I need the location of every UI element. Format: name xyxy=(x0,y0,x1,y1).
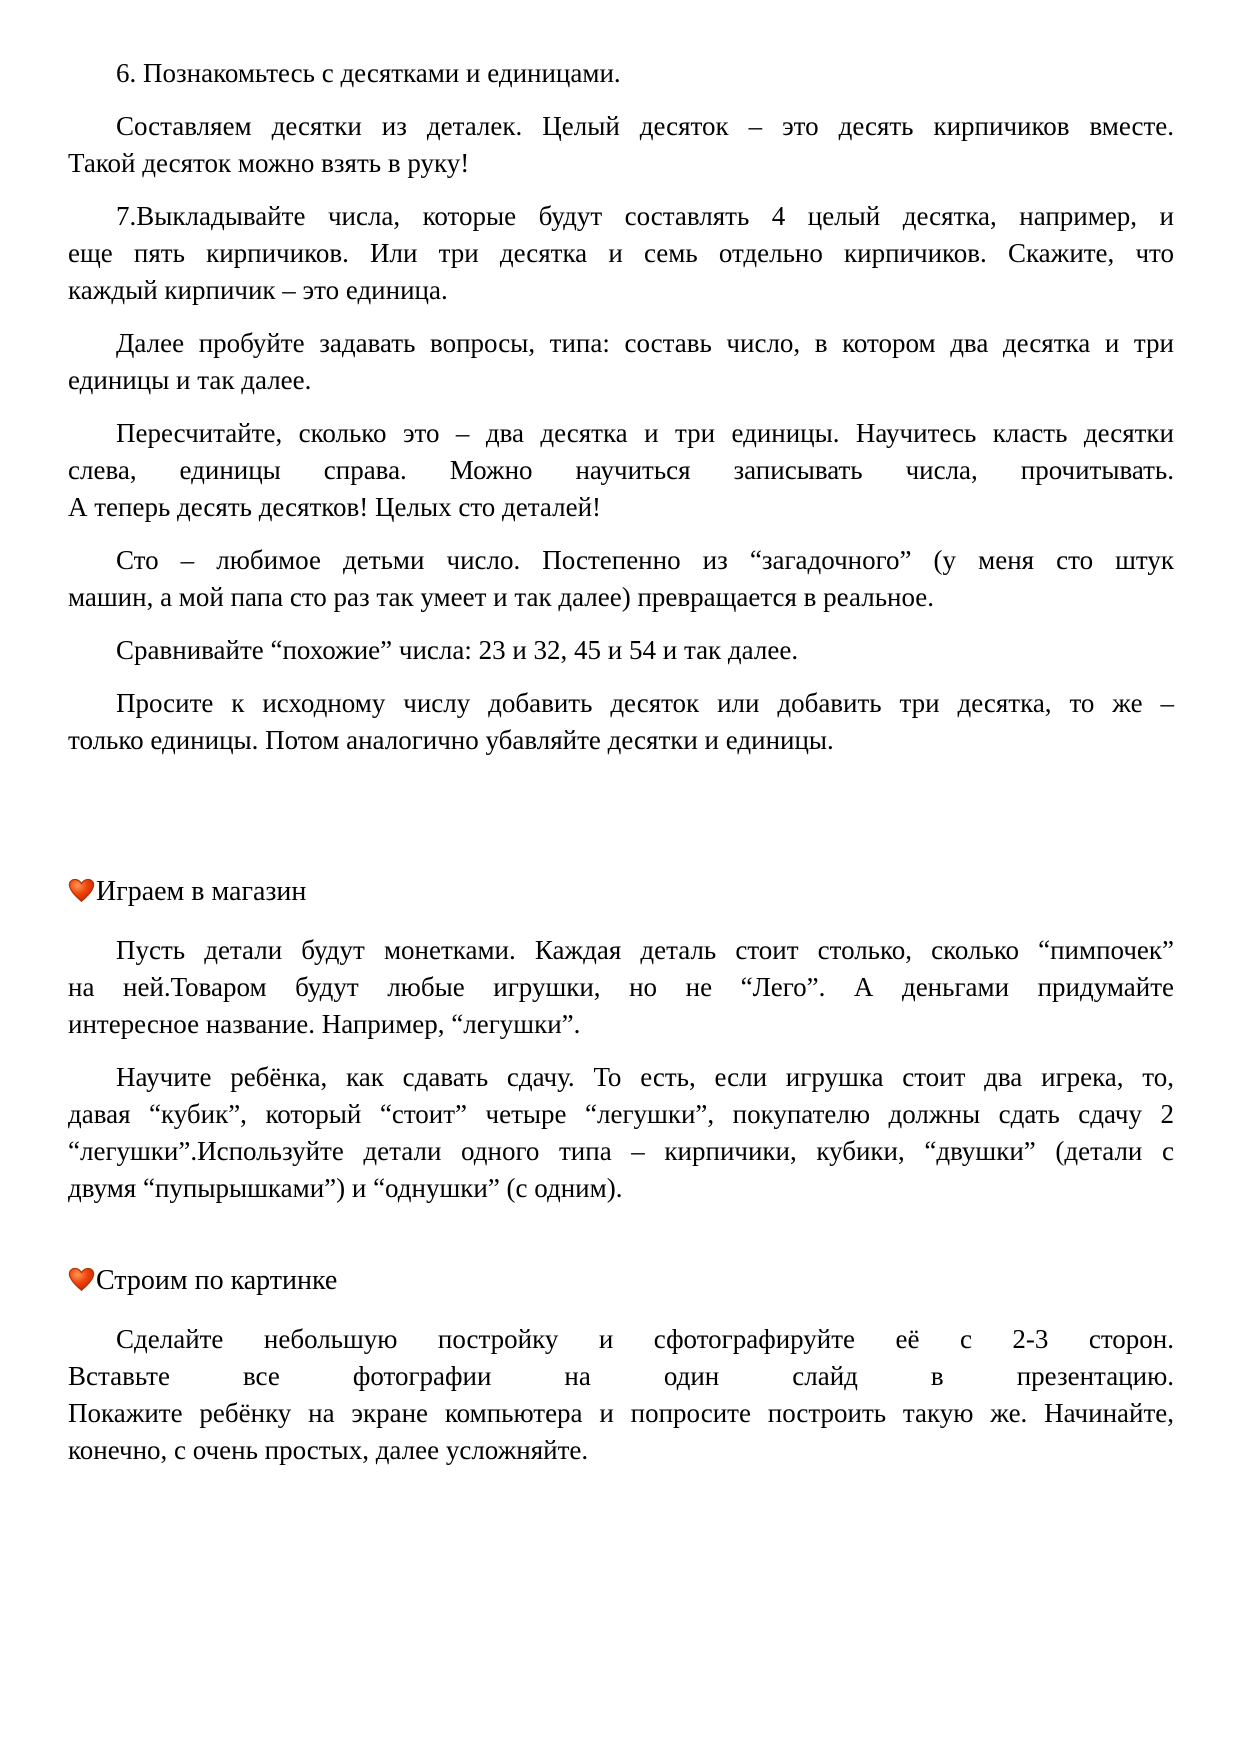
para-coins-line-3: интересное название. Например, “легушки”. xyxy=(68,1009,581,1039)
para-build-line-1: Сделайте небольшую постройку и сфотографируйте её с 2-3 сторон. xyxy=(116,1324,1174,1354)
heading-build-from-picture xyxy=(68,1261,1174,1301)
para-ask-questions-line-2: единицы и так далее. xyxy=(68,365,312,395)
para-add-subtract-line-2: только единицы. Потом аналогично убавляйте десятки и единицы. xyxy=(68,725,834,755)
para-add-subtract xyxy=(68,685,1174,759)
heading-build-from-picture-label: Строим по картинке xyxy=(96,1265,338,1296)
para-coins-line-1: Пусть детали будут монетками. Каждая деталь стоит столько, сколько “пимпочек” xyxy=(116,935,1174,965)
heart-icon xyxy=(68,1267,95,1292)
para-giving-change xyxy=(68,1059,1174,1207)
para-build-line-2: Вставьте все фотографии на один слайд в презентацию. xyxy=(68,1361,1174,1391)
para-coins-line-2: на ней.Товаром будут любые игрушки, но не “Лего”. А деньгами придумайте xyxy=(68,972,1174,1002)
para-hundred-line-2: машин, а мой папа сто раз так умеет и так далее) превращается в реальное. xyxy=(68,582,935,612)
para-coins xyxy=(68,932,1174,1043)
para-ask-questions xyxy=(68,325,1174,399)
heart-icon xyxy=(68,878,95,903)
para-giving-change-line-3: “легушки”.Используйте детали одного типа – кирпичики, кубики, “двушки” (детали с xyxy=(68,1136,1174,1166)
para-compare-numbers xyxy=(68,632,1174,669)
para-giving-change-line-1: Научите ребёнка, как сдавать сдачу. То есть, если игрушка стоит два игрека, то, xyxy=(116,1062,1174,1092)
para-point-7 xyxy=(68,198,1174,309)
para-point-6 xyxy=(68,55,1174,92)
para-build-line-3: Покажите ребёнку на экране компьютера и попросите построить такую же. Начинайте, xyxy=(68,1398,1174,1428)
heading-play-shop xyxy=(68,872,1174,912)
para-compare-numbers-line-1: Сравнивайте “похожие” числа: 23 и 32, 45 и 54 и так далее. xyxy=(116,635,799,665)
para-recount-line-2: слева, единицы справа. Можно научиться записывать числа, прочитывать. xyxy=(68,455,1174,485)
heading-play-shop-label: Играем в магазин xyxy=(96,876,307,907)
para-build-line-4: конечно, с очень простых, далее усложняйте. xyxy=(68,1435,589,1465)
para-point-7-line-3: каждый кирпичик – это единица. xyxy=(68,275,448,305)
para-ask-questions-line-1: Далее пробуйте задавать вопросы, типа: составь число, в котором два десятка и три xyxy=(116,328,1174,358)
para-recount-line-3: А теперь десять десятков! Целых сто деталей! xyxy=(68,492,602,522)
document-content xyxy=(68,55,1174,1469)
para-recount-line-1: Пересчитайте, сколько это – два десятка и три единицы. Научитесь класть десятки xyxy=(116,418,1174,448)
para-tens-from-parts xyxy=(68,108,1174,182)
para-recount xyxy=(68,415,1174,526)
para-hundred xyxy=(68,542,1174,616)
para-giving-change-line-4: двумя “пупырышками”) и “однушки” (с одним). xyxy=(68,1173,623,1203)
para-giving-change-line-2: давая “кубик”, который “стоит” четыре “легушки”, покупателю должны сдать сдачу 2 xyxy=(68,1099,1174,1129)
para-point-6-line-1: 6. Познакомьтесь с десятками и единицами. xyxy=(116,58,621,88)
para-tens-from-parts-line-2: Такой десяток можно взять в руку! xyxy=(68,148,470,178)
para-hundred-line-1: Сто – любимое детьми число. Постепенно из “загадочного” (у меня сто штук xyxy=(116,545,1174,575)
para-build xyxy=(68,1321,1174,1469)
para-add-subtract-line-1: Просите к исходному числу добавить десяток или добавить три десятка, то же – xyxy=(116,688,1174,718)
para-point-7-line-2: еще пять кирпичиков. Или три десятка и семь отдельно кирпичиков. Скажите, что xyxy=(68,238,1174,268)
para-tens-from-parts-line-1: Составляем десятки из деталек. Целый десяток – это десять кирпичиков вместе. xyxy=(116,111,1174,141)
para-point-7-line-1: 7.Выкладывайте числа, которые будут составлять 4 целый десятка, например, и xyxy=(116,201,1174,231)
